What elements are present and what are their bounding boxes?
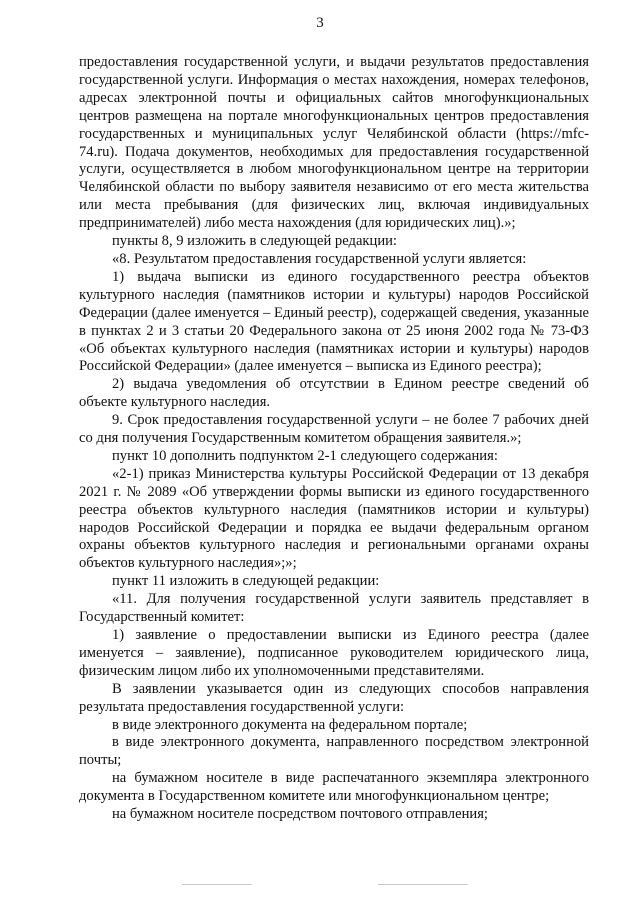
paragraph-delivery-federal-portal: в виде электронного документа на федеральном портале; (112, 716, 468, 733)
paragraph-item-10-sub-2-1: «2-1) приказ Министерства культуры Российской Федерации от 13 декабря 2021 г. № 2089 «Об утверждении формы выписки из единого государственного реестра объектов культурного наследия (памятников истории и культуры) народов Российской Федерации и порядка ее выдачи федеральным органом охраны объектов культурного наследия и региональными органами охраны объектов культурного наследия»;»; (79, 465, 589, 572)
paragraph-item-9: 9. Срок предоставления государственной услуги – не более 7 рабочих дней со дня получения Государственным комитетом обращения заявителя.»; (79, 412, 589, 447)
paragraph-amend-item-10: пункт 10 дополнить подпунктом 2-1 следующего содержания: (112, 447, 498, 464)
scan-mark-left (182, 884, 252, 885)
paragraph-mfc-info: предоставления государственной услуги, и выдачи результатов предоставления государственной услуги. Информация о местах нахождения, номерах телефонов, адресах электронной почты и официальных сайтов многофункциональных центров размещена на портале многофункциональных центров предоставления государственных и муниципальных услуг Челябинской области (https://mfc-74.ru). Подача документов, необходимых для предоставления государственной услуги, осуществляется в любом многофункциональном центре на территории Челябинской области по выбору заявителя независимо от его места жительства или места пребывания (для физических лиц, включая индивидуальных предпринимателей) либо места нахождения (для юридических лиц).»; (79, 54, 589, 232)
scan-mark-right (378, 884, 468, 885)
paragraph-delivery-post: на бумажном носителе посредством почтового отправления; (112, 806, 488, 823)
paragraph-item-11-heading: «11. Для получения государственной услуги заявитель представляет в Государственный комитет: (79, 591, 589, 626)
paragraph-delivery-paper-printout: на бумажном носителе в виде распечатанного экземпляра электронного документа в Государственном комитете или многофункциональном центре; (79, 770, 589, 805)
paragraph-amend-item-11: пункт 11 изложить в следующей редакции: (112, 573, 380, 590)
paragraph-item-11-sub-1: 1) заявление о предоставлении выписки из Единого реестра (далее именуется – заявление), подписанное руководителем юридического лица, физическим лицом либо их уполномоченными представителями. (79, 627, 589, 679)
document-body (79, 54, 589, 824)
paragraph-delivery-email: в виде электронного документа, направленного посредством электронной почты; (79, 734, 589, 769)
page-number: 3 (316, 15, 324, 31)
paragraph-item-8-sub-2: 2) выдача уведомления об отсутствии в Едином реестре сведений об объекте культурного наследия. (79, 376, 589, 411)
paragraph-delivery-methods-intro: В заявлении указывается один из следующих способов направления результата предоставления государственной услуги: (79, 680, 589, 715)
paragraph-amend-items-8-9: пункты 8, 9 изложить в следующей редакции: (112, 233, 397, 250)
paragraph-item-8-heading: «8. Результатом предоставления государственной услуги является: (112, 250, 527, 267)
paragraph-item-8-sub-1: 1) выдача выписки из единого государственного реестра объектов культурного наследия (памятников истории и культуры) народов Российской Федерации (далее именуется – Единый реестр), содержащей сведения, указанные в пунктах 2 и 3 статьи 20 Федерального закона от 25 июня 2002 года № 73-ФЗ «Об объектах культурного наследия (памятниках истории и культуры) народов Российской Федерации» (далее именуется – выписка из Единого реестра); (79, 268, 589, 375)
